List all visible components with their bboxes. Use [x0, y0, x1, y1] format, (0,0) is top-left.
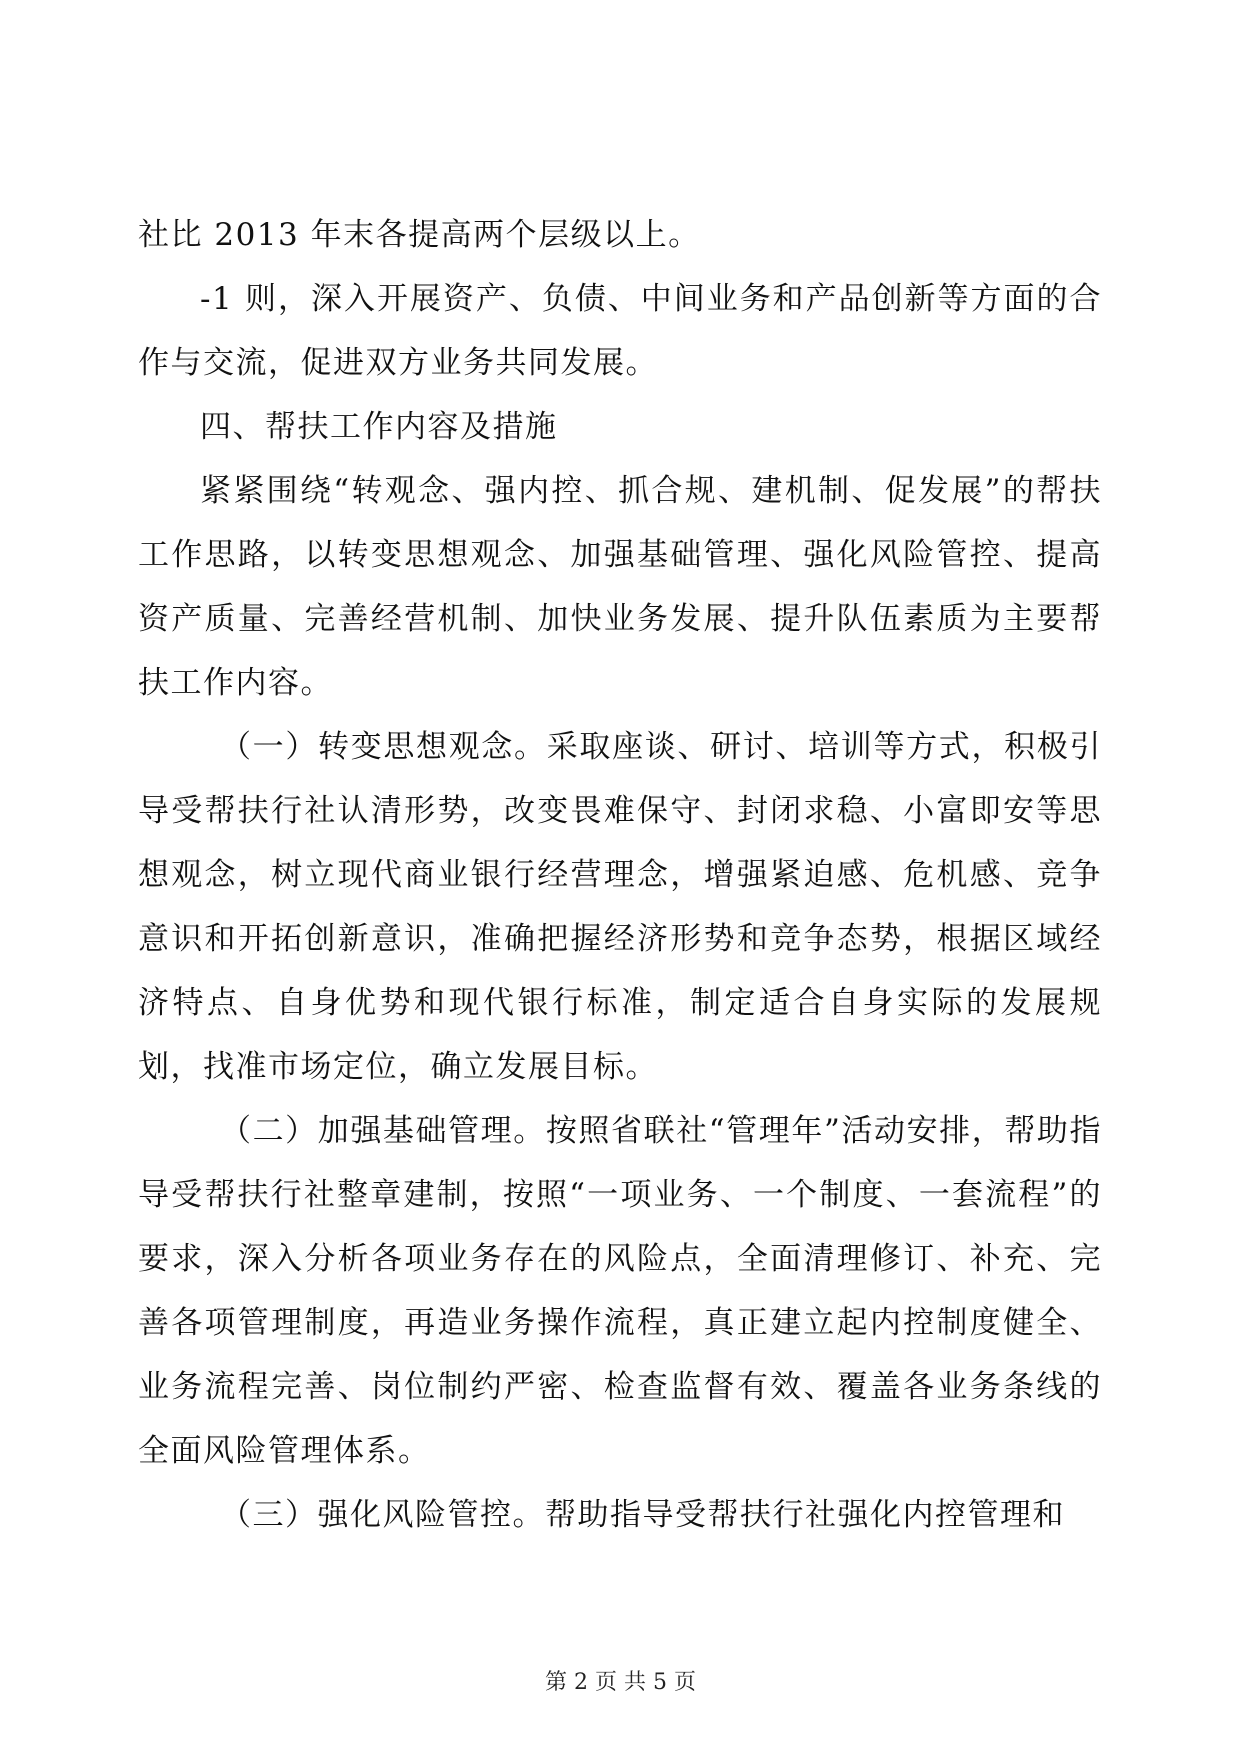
paragraph-1: 社比 2013 年末各提高两个层级以上。 — [138, 217, 701, 253]
paragraph-4: 紧紧围绕“转观念、强内控、抓合规、建机制、促发展”的帮扶工作思路，以转变思想观念、加强基础管理、强化风险管控、提高资产质量、完善经营机制、加快业务发展、提升队伍素质为主要帮扶工作内容。 — [138, 473, 1102, 701]
paragraph-item-1: （一）转变思想观念。采取座谈、研讨、培训等方式，积极引导受帮扶行社认清形势，改变畏难保守、封闭求稳、小富即安等思想观念，树立现代商业银行经营理念，增强紧迫感、危机感、竞争意识和开拓创新意识，准确把握经济形势和竞争态势，根据区域经济特点、自身优势和现代银行标准，制定适合自身实际的发展规划，找准市场定位，确立发展目标。 — [138, 729, 1102, 1085]
page-number: 第 2 页 共 5 页 — [545, 1670, 696, 1695]
paragraph-item-2: （二）加强基础管理。按照省联社“管理年”活动安排，帮助指导受帮扶行社整章建制，按照“一项业务、一个制度、一套流程”的要求，深入分析各项业务存在的风险点，全面清理修订、补充、完善各项管理制度，再造业务操作流程，真正建立起内控制度健全、业务流程完善、岗位制约严密、检查监督有效、覆盖各业务条线的全面风险管理体系。 — [138, 1113, 1102, 1469]
section-heading: 四、帮扶工作内容及措施 — [200, 409, 558, 445]
page-footer — [0, 1668, 1241, 1698]
document-body — [138, 203, 1102, 1547]
paragraph-2: -1 则，深入开展资产、负债、中间业务和产品创新等方面的合作与交流，促进双方业务共同发展。 — [138, 281, 1102, 381]
paragraph-item-3: （三）强化风险管控。帮助指导受帮扶行社强化内控管理和 — [220, 1497, 1065, 1533]
